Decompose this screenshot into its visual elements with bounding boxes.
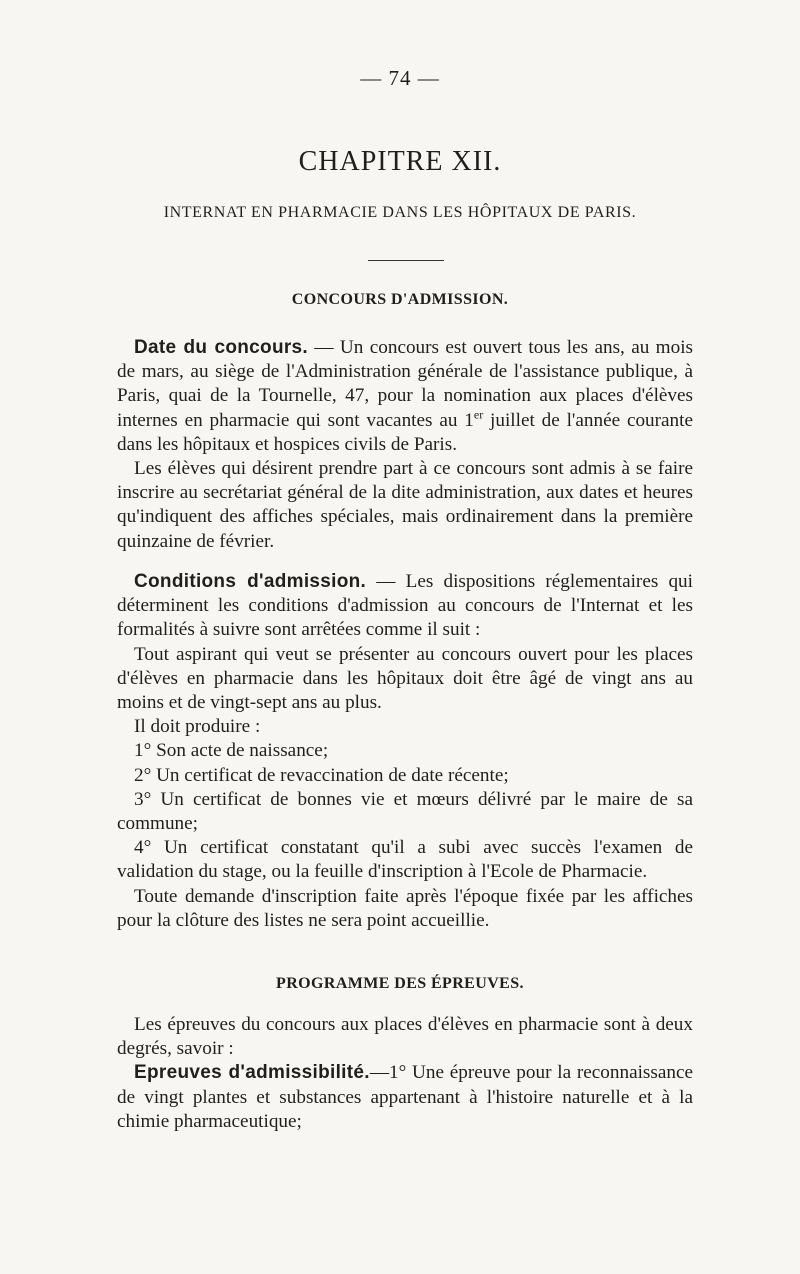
section-title: INTERNAT EN PHARMACIE DANS LES HÔPITAUX DE PARIS. (163, 204, 637, 221)
epreuves-paragraph: Les épreuves du concours aux places d'élèves en pharmacie sont à deux degrés, savoir : (117, 1014, 693, 1060)
text-block-programme (117, 1013, 693, 1134)
age-paragraph: Tout aspirant qui veut se présenter au concours ouvert pour les places d'élèves en pharmacie dans les hôpitaux doit être âgé de vingt ans au moins et de vingt-sept ans au plus. (117, 643, 693, 714)
text-block-date (117, 336, 693, 554)
heading-programme: PROGRAMME DES ÉPREUVES. (276, 975, 524, 992)
requirement-item: 1° Son acte de naissance; (134, 740, 329, 762)
divider-rule (368, 260, 444, 261)
admissibilite-run-in: Epreuves d'admissibilité. (134, 1062, 370, 1084)
date-superscript: er (473, 407, 484, 422)
requirement-item: 2° Un certificat de revaccination de date récente; (134, 764, 509, 786)
admissibilite-text: —1° Une épreuve pour la reconnaissance de vingt plantes et substances appartenant à l'histoire naturelle et à la chimie pharmaceutique; (117, 1062, 693, 1132)
date-run-in: Date du concours. (134, 337, 308, 358)
date-text: — Un concours est ouvert tous les ans, au mois de mars, au siège de l'Administration générale de l'assistance publique, à Paris, quai de la Tournelle, 47, pour la nomination aux places d'élèves internes en pharmacie qui sont vacantes au 1 (117, 337, 693, 431)
date-text-end: juillet de l'année courante dans les hôpitaux et hospices civils de Paris. (117, 409, 693, 455)
requirement-item: 4° Un certificat constatant qu'il a subi avec succès l'examen de validation du stage, ou la feuille d'inscription à l'Ecole de Pharmacie. (117, 837, 693, 883)
admissibilite-paragraph (117, 1061, 693, 1134)
inscription-paragraph: Les élèves qui désirent prendre part à ce concours sont admis à se faire inscrire au secrétariat général de la dite administration, aux dates et heures qu'indiquent des affiches spéciales, mais ordinairement dans la première quinzaine de février. (117, 458, 693, 552)
conditions-paragraph (117, 570, 693, 643)
produce-intro: Il doit produire : (134, 716, 261, 738)
text-block-conditions (117, 570, 693, 933)
conditions-text: — Les dispositions réglementaires qui déterminent les conditions d'admission au concours de l'Internat et les formalités à suivre sont arrêtées comme il suit : (117, 571, 693, 641)
page-number: — 74 — (360, 66, 440, 90)
conditions-run-in: Conditions d'admission. (134, 571, 367, 592)
chapter-title: CHAPITRE XII. (298, 146, 502, 177)
deadline-paragraph: Toute demande d'inscription faite après l'époque fixée par les affiches pour la clôture des listes ne sera point accueillie. (117, 885, 693, 931)
requirement-item: 3° Un certificat de bonnes vie et mœurs délivré par le maire de sa commune; (117, 788, 693, 835)
heading-admission: CONCOURS D'ADMISSION. (291, 291, 509, 308)
date-paragraph (117, 336, 693, 457)
